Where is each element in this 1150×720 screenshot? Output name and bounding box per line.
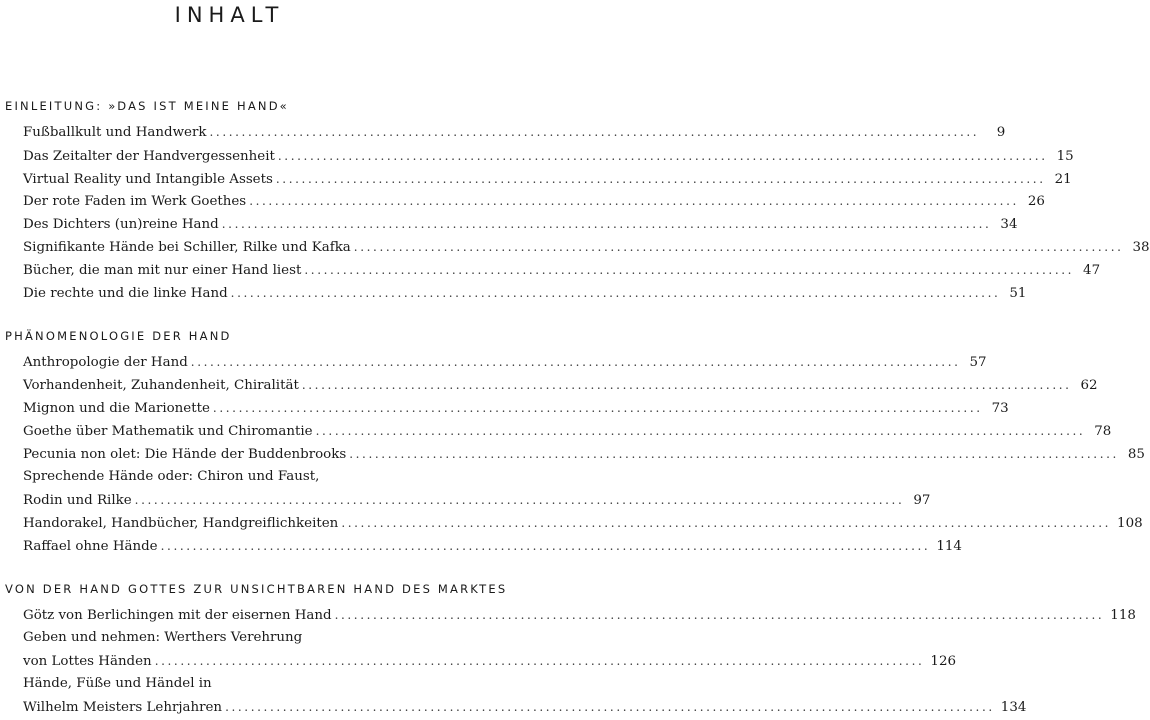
toc-entry-page: 57 [969, 355, 987, 370]
toc-entry-title-line1: Geben und nehmen: Werthers Verehrung [23, 630, 303, 645]
leader-dots: ........................................................................................................................ [212, 401, 983, 415]
toc-entry-page: 62 [1080, 378, 1098, 393]
toc-entry-page: 134 [1000, 700, 1027, 715]
leader-dots: ........................................................................................................................ [304, 263, 1075, 277]
toc-entry-page: 26 [1027, 194, 1045, 209]
toc-entry-page: 51 [1009, 286, 1027, 301]
toc-entry-title-line1: Hände, Füße und Händel in [23, 676, 212, 691]
toc-entry-page: 34 [1000, 217, 1018, 232]
toc-entry-title-line1: Sprechende Hände oder: Chiron und Faust, [23, 469, 320, 484]
leader-dots: ........................................................................................................................ [349, 447, 1119, 461]
leader-dots: ........................................................................................................................ [209, 125, 980, 139]
toc-entry[interactable] [23, 259, 1101, 281]
toc-entry[interactable] [23, 397, 1009, 419]
toc-entry-page: 108 [1117, 516, 1143, 531]
section-heading-hand-of-god: VON DER HAND GOTTES ZUR UNSICHTBAREN HAND DES MARKTES [5, 582, 508, 596]
leader-dots: ........................................................................................................................ [225, 700, 995, 714]
leader-dots: ........................................................................................................................ [160, 539, 931, 553]
toc-entry-page: 118 [1110, 608, 1136, 623]
toc-entry-page: 85 [1127, 447, 1145, 462]
leader-dots: ........................................................................................................................ [301, 378, 1072, 392]
leader-dots: ........................................................................................................................ [334, 608, 1105, 622]
toc-entry-page: 126 [930, 654, 956, 669]
toc-entry-page: 9 [996, 125, 1006, 140]
leader-dots: ........................................................................................................................ [277, 149, 1048, 163]
toc-entry[interactable] [23, 168, 1072, 190]
leader-dots: ........................................................................................................................ [134, 493, 905, 507]
toc-entry-page: 21 [1054, 172, 1072, 187]
toc-entry-title: Götz von Berlichingen mit der eisernen Hand [23, 608, 332, 623]
toc-entry[interactable] [23, 696, 1027, 718]
toc-entry-title: Der rote Faden im Werk Goethes [23, 194, 247, 209]
toc-entry-title: Raffael ohne Hände [23, 539, 158, 554]
toc-entry-title: Wilhelm Meisters Lehrjahren [23, 700, 223, 715]
toc-entry-title: Goethe über Mathematik und Chiromantie [23, 424, 313, 439]
toc-entry[interactable] [23, 604, 1136, 626]
toc-entry-page: 97 [913, 493, 931, 508]
toc-entry-title: Fußballkult und Handwerk [23, 125, 207, 140]
leader-dots: ........................................................................................................................ [353, 240, 1124, 254]
leader-dots: ........................................................................................................................ [221, 217, 992, 231]
toc-entry[interactable] [23, 489, 931, 511]
leader-dots: ........................................................................................................................ [190, 355, 961, 369]
toc-entry[interactable] [23, 535, 962, 557]
toc-entry-title: Rodin und Rilke [23, 493, 132, 508]
toc-entry-title: Mignon und die Marionette [23, 401, 210, 416]
leader-dots: ........................................................................................................................ [315, 424, 1086, 438]
toc-entry[interactable] [23, 145, 1074, 167]
toc-entry-page: 114 [936, 539, 962, 554]
toc-entry[interactable] [23, 190, 1045, 212]
toc-entry-title: Pecunia non olet: Die Hände der Buddenbrooks [23, 447, 347, 462]
toc-entry-page: 47 [1083, 263, 1101, 278]
leader-dots: ........................................................................................................................ [249, 194, 1019, 208]
leader-dots: ........................................................................................................................ [275, 172, 1046, 186]
section-heading-introduction: EINLEITUNG: »DAS IST MEINE HAND« [5, 99, 289, 113]
toc-entry-page: 78 [1094, 424, 1112, 439]
toc-entry-title: Das Zeitalter der Handvergessenheit [23, 149, 275, 164]
toc-entry-title: Des Dichters (un)reine Hand [23, 217, 219, 232]
toc-entry[interactable] [23, 351, 987, 373]
toc-entry[interactable] [23, 213, 1018, 235]
toc-entry-page: 38 [1132, 240, 1150, 255]
section-heading-phenomenology: PHÄNOMENOLOGIE DER HAND [5, 329, 232, 343]
toc-entry[interactable] [23, 282, 1027, 304]
toc-entry[interactable] [23, 236, 1150, 258]
leader-dots: ........................................................................................................................ [230, 286, 1001, 300]
toc-entry-title: Signifikante Hände bei Schiller, Rilke und Kafka [23, 240, 351, 255]
leader-dots: ........................................................................................................................ [154, 654, 925, 668]
toc-entry-title: Vorhandenheit, Zuhandenheit, Chiralität [23, 378, 299, 393]
toc-entry-title: Virtual Reality und Intangible Assets [23, 172, 273, 187]
toc-entry-title: Die rechte und die linke Hand [23, 286, 228, 301]
toc-entry-title: von Lottes Händen [23, 654, 152, 669]
leader-dots: ........................................................................................................................ [341, 516, 1112, 530]
toc-entry-page: 15 [1056, 149, 1074, 164]
toc-entry-title: Anthropologie der Hand [23, 355, 188, 370]
toc-entry[interactable] [23, 650, 956, 672]
toc-entry[interactable] [23, 374, 1098, 396]
toc-entry[interactable] [23, 512, 1143, 534]
page-title: INHALT [174, 3, 285, 27]
toc-entry[interactable] [23, 443, 1145, 465]
toc-entry[interactable] [23, 420, 1112, 442]
toc-entry-title: Bücher, die man mit nur einer Hand liest [23, 263, 302, 278]
toc-entry-title: Handorakel, Handbücher, Handgreiflichkeiten [23, 516, 339, 531]
toc-entry-page: 73 [991, 401, 1009, 416]
toc-entry[interactable] [23, 121, 1006, 143]
